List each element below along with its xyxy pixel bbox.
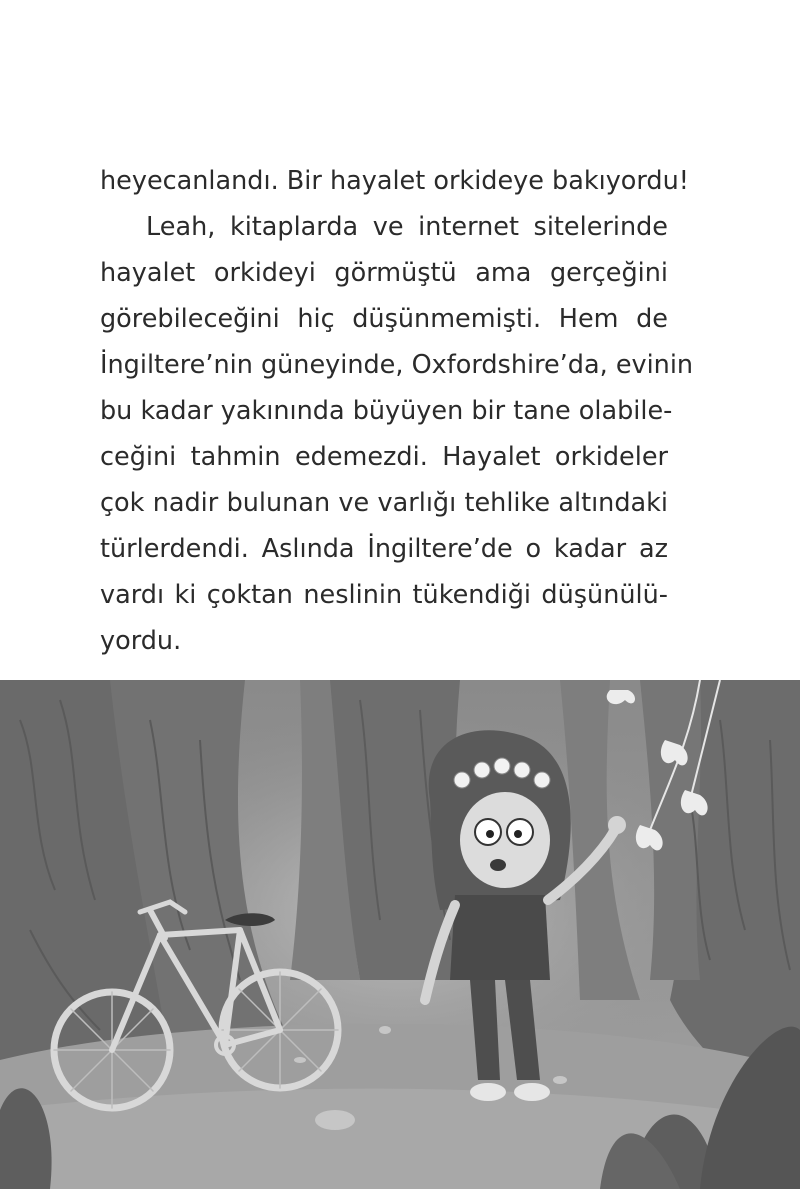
forest-illustration xyxy=(0,680,800,1189)
text-line: bu kadar yakınında büyüyen bir tane olabile- xyxy=(100,396,673,426)
text-line: ceğini tahmin edemezdi. Hayalet orkideler xyxy=(100,442,668,472)
text-line: görebileceğini hiç düşünmemişti. Hem de xyxy=(100,304,668,334)
text-line: türlerdendi. Aslında İngiltere’de o kadar az xyxy=(100,534,668,564)
text-line: hayalet orkideyi görmüştü ama gerçeğini xyxy=(100,258,668,288)
text-line: çok nadir bulunan ve varlığı tehlike altındaki xyxy=(100,488,668,518)
text-line: yordu. xyxy=(100,626,182,656)
text-line: vardı ki çoktan neslinin tükendiği düşünülü- xyxy=(100,580,668,610)
text-line: İngiltere’nin güneyinde, Oxfordshire’da, evinin xyxy=(100,350,694,380)
text-line: heyecanlandı. Bir hayalet orkideye bakıyordu! xyxy=(100,166,690,196)
text-line: Leah, kitaplarda ve internet sitelerinde xyxy=(146,212,668,242)
